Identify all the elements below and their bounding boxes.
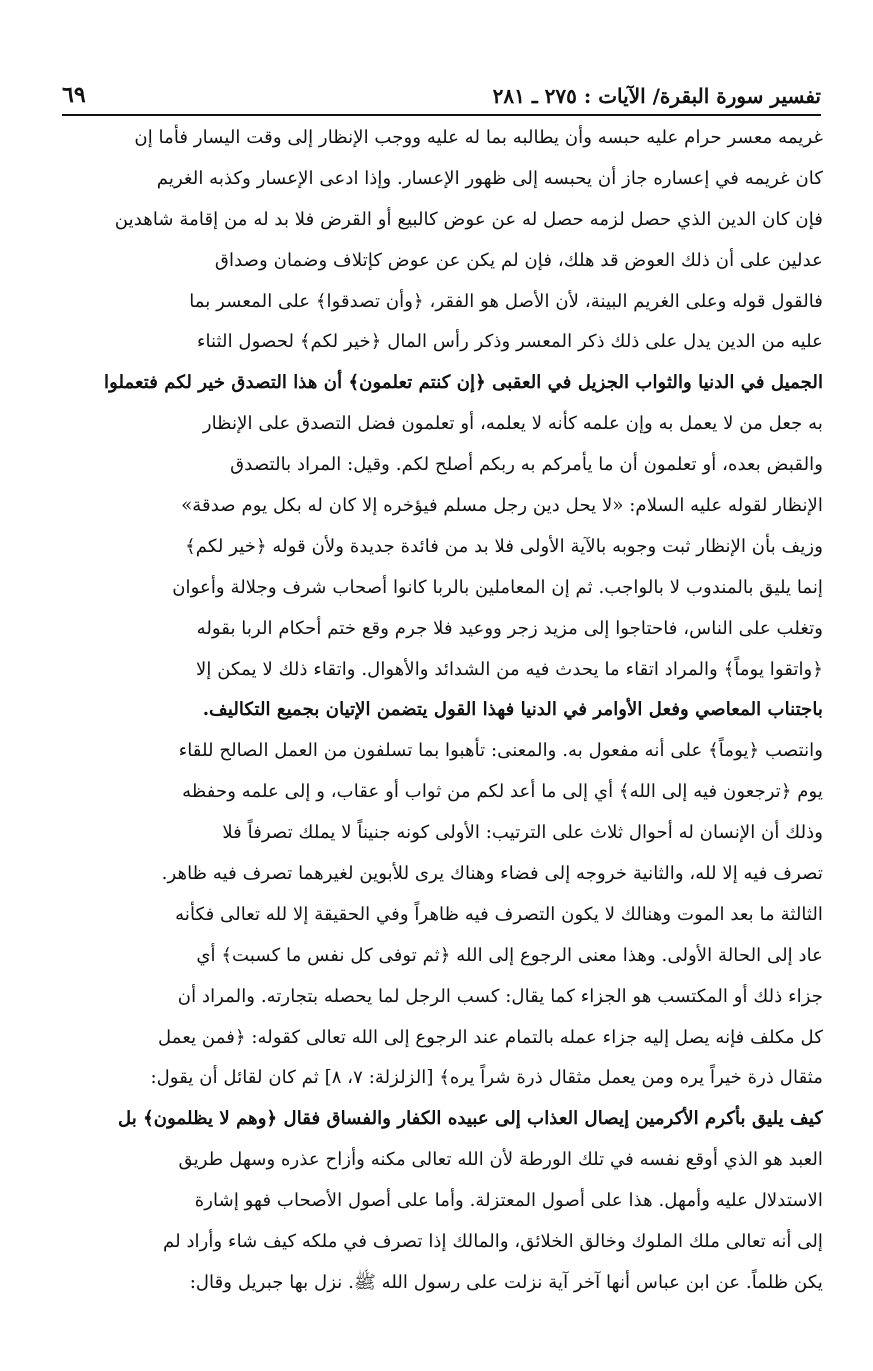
text-line: تصرف فيه إلا لله، والثانية خروجه إلى فضاء وهناك يرى للأبوين لغيرهما تصرف فيه ظاهر. bbox=[161, 863, 823, 885]
text-line: إنما يليق بالمندوب لا بالواجب. ثم إن المعاملين بالربا كانوا أصحاب شرف وجلالة وأعوان bbox=[172, 576, 823, 598]
text-line: عدلين على أن ذلك العوض قد هلك، فإن لم يكن عن عوض كإتلاف وضمان وصداق bbox=[214, 249, 823, 271]
text-line: عاد إلى الحالة الأولى. وهذا معنى الرجوع إلى الله ﴿ثم توفى كل نفس ما كسبت﴾ أي bbox=[196, 944, 823, 966]
text-line: فإن كان الدين الذي حصل لزمه حصل له عن عوض كالبيع أو القرض فلا بد له من إقامة شاهدين bbox=[114, 208, 823, 230]
text-line: فالقول قوله وعلى الغريم البينة، لأن الأصل هو الفقر، ﴿وأن تصدقوا﴾ على المعسر بما bbox=[189, 290, 823, 312]
text-line: الثالثة ما بعد الموت وهنالك لا يكون التصرف فيه ظاهراً وفي الحقيقة إلا لله تعالى فكأنه bbox=[175, 903, 823, 925]
text-line: وذلك أن الإنسان له أحوال ثلاث على الترتيب: الأولى كونه جنيناً لا يملك تصرفاً فلا bbox=[222, 822, 823, 844]
text-line: والقبض بعده، أو تعلمون أن ما يأمركم به ربكم أصلح لكم. وقيل: المراد بالتصدق bbox=[230, 454, 823, 476]
text-line: إلى أنه تعالى ملك الملوك وخالق الخلائق، والمالك إذا تصرف في ملكه كيف شاء وأراد لم bbox=[163, 1231, 823, 1253]
running-title: تفسير سورة البقرة/ الآيات : ٢٧٥ ـ ٢٨١ bbox=[492, 84, 821, 108]
text-line: كان غريمه في إعساره جاز أن يحبسه إلى ظهور الإعسار. وإذا ادعى الإعسار وكذبه الغريم bbox=[156, 167, 823, 189]
text-line: الاستدلال عليه وأمهل. هذا على أصول المعتزلة. وأما على أصول الأصحاب فهو إشارة bbox=[194, 1190, 823, 1212]
text-line: باجتناب المعاصي وفعل الأوامر في الدنيا فهذا القول يتضمن الإتيان بجميع التكاليف. bbox=[202, 699, 823, 721]
text-line: وتغلب على الناس، فاحتاجوا إلى مزيد زجر ووعيد فلا جرم وقع ختم أحكام الربا بقوله bbox=[196, 617, 823, 639]
text-line: كيف يليق بأكرم الأكرمين إيصال العذاب إلى عبيده الكفار والفساق فقال ﴿وهم لا يظلمون﴾ بل bbox=[117, 1108, 823, 1130]
text-line: الإنظار لقوله عليه السلام: «لا يحل دين رجل مسلم فيؤخره إلا كان له بكل يوم صدقة» bbox=[181, 495, 823, 517]
text-line: عليه من الدين يدل على ذلك ذكر المعسر وذكر رأس المال ﴿خير لكم﴾ لحصول الثناء bbox=[196, 331, 823, 353]
text-line: مثقال ذرة خيراً يره ومن يعمل مثقال ذرة شراً يره﴾ [الزلزلة: ٧، ٨] ثم كان لقائل أن يقول: bbox=[150, 1067, 823, 1089]
text-line: الجميل في الدنيا والثواب الجزيل في العقبى ﴿إن كنتم تعلمون﴾ أن هذا التصدق خير لكم فتعملوا bbox=[104, 372, 823, 394]
text-line: وانتصب ﴿يوماً﴾ على أنه مفعول به. والمعنى: تأهبوا بما تسلفون من العمل الصالح للقاء bbox=[178, 740, 823, 762]
page-header bbox=[62, 68, 821, 116]
text-line: يوم ﴿ترجعون فيه إلى الله﴾ أي إلى ما أعد لكم من ثواب أو عقاب، و إلى علمه وحفظه bbox=[182, 781, 823, 803]
text-line: جزاء ذلك أو المكتسب هو الجزاء كما يقال: كسب الرجل لما يحصله بتجارته. والمراد أن bbox=[177, 985, 823, 1007]
text-line: غريمه معسر حرام عليه حبسه وأن يطالبه بما له عليه ووجب الإنظار إلى وقت اليسار فأما إن bbox=[134, 127, 823, 148]
page-number: ٦٩ bbox=[62, 82, 86, 108]
page-body bbox=[45, 118, 823, 1304]
text-line: كل مكلف فإنه يصل إليه جزاء عمله بالتمام عند الرجوع إلى الله تعالى كقوله: ﴿فمن يعمل bbox=[158, 1026, 823, 1048]
text-line: العبد هو الذي أوقع نفسه في تلك الورطة لأن الله تعالى مكنه وأزاح عذره وسهل طريق bbox=[178, 1149, 823, 1171]
text-line: ﴿واتقوا يوماً﴾ والمراد اتقاء ما يحدث فيه من الشدائد والأهوال. واتقاء ذلك لا يمكن إلا bbox=[196, 658, 823, 680]
text-line: وزيف بأن الإنظار ثبت وجوبه بالآية الأولى فلا بد من فائدة جديدة ولأن قوله ﴿خير لكم﴾ bbox=[185, 535, 823, 557]
text-line: يكن ظلماً. عن ابن عباس أنها آخر آية نزلت على رسول الله ﷺ. نزل بها جبريل وقال: bbox=[189, 1271, 823, 1293]
text-line: به جعل من لا يعمل به وإن علمه كأنه لا يعلمه، أو تعلمون فضل التصدق على الإنظار bbox=[202, 413, 823, 435]
